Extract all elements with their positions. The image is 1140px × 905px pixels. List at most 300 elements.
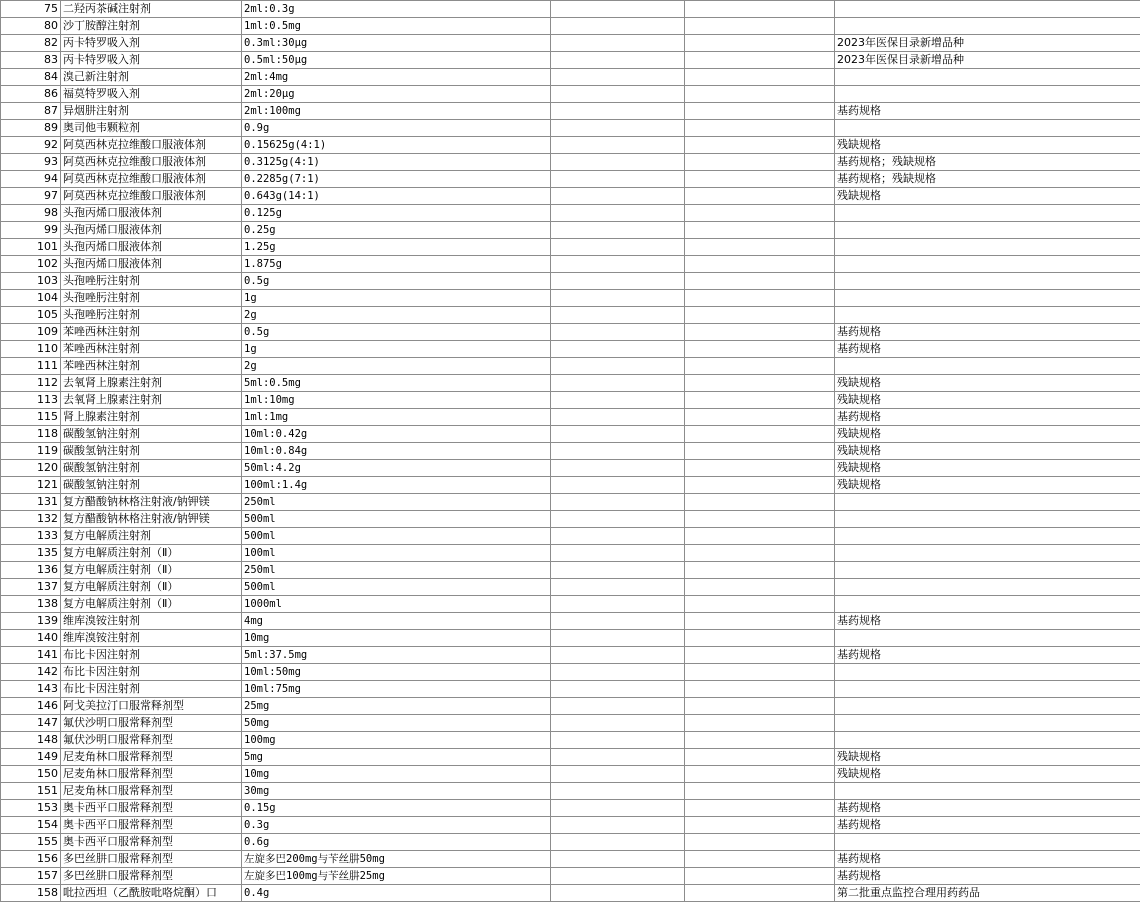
empty-cell[interactable] [685, 868, 835, 885]
specification-cell[interactable]: 2ml:4mg [242, 69, 551, 86]
empty-cell[interactable] [685, 732, 835, 749]
empty-cell[interactable] [551, 443, 685, 460]
row-number-cell[interactable]: 101 [1, 239, 61, 256]
empty-cell[interactable] [551, 239, 685, 256]
note-cell[interactable] [835, 205, 1140, 222]
row-number-cell[interactable]: 158 [1, 885, 61, 902]
row-number-cell[interactable]: 94 [1, 171, 61, 188]
drug-name-cell[interactable]: 阿莫西林克拉维酸口服液体剂 [61, 154, 242, 171]
empty-cell[interactable] [685, 358, 835, 375]
specification-cell[interactable]: 10ml:0.84g [242, 443, 551, 460]
row-number-cell[interactable]: 115 [1, 409, 61, 426]
drug-name-cell[interactable]: 碳酸氢钠注射剂 [61, 477, 242, 494]
empty-cell[interactable] [685, 86, 835, 103]
drug-name-cell[interactable]: 奥卡西平口服常释剂型 [61, 834, 242, 851]
empty-cell[interactable] [685, 596, 835, 613]
specification-cell[interactable]: 1g [242, 290, 551, 307]
row-number-cell[interactable]: 156 [1, 851, 61, 868]
specification-cell[interactable]: 0.25g [242, 222, 551, 239]
empty-cell[interactable] [685, 834, 835, 851]
empty-cell[interactable] [551, 18, 685, 35]
specification-cell[interactable]: 0.5ml:50μg [242, 52, 551, 69]
empty-cell[interactable] [685, 52, 835, 69]
drug-name-cell[interactable]: 多巴丝肼口服常释剂型 [61, 851, 242, 868]
drug-name-cell[interactable]: 肾上腺素注射剂 [61, 409, 242, 426]
specification-cell[interactable]: 2g [242, 307, 551, 324]
empty-cell[interactable] [685, 35, 835, 52]
row-number-cell[interactable]: 80 [1, 18, 61, 35]
drug-name-cell[interactable]: 丙卡特罗吸入剂 [61, 52, 242, 69]
note-cell[interactable] [835, 222, 1140, 239]
note-cell[interactable]: 残缺规格 [835, 460, 1140, 477]
note-cell[interactable]: 第二批重点监控合理用药药品 [835, 885, 1140, 902]
empty-cell[interactable] [551, 375, 685, 392]
specification-cell[interactable]: 0.4g [242, 885, 551, 902]
empty-cell[interactable] [551, 681, 685, 698]
specification-cell[interactable]: 100mg [242, 732, 551, 749]
empty-cell[interactable] [685, 579, 835, 596]
empty-cell[interactable] [551, 596, 685, 613]
empty-cell[interactable] [551, 35, 685, 52]
note-cell[interactable]: 残缺规格 [835, 766, 1140, 783]
specification-cell[interactable]: 左旋多巴100mg与苄丝肼25mg [242, 868, 551, 885]
empty-cell[interactable] [551, 477, 685, 494]
empty-cell[interactable] [551, 715, 685, 732]
drug-name-cell[interactable]: 氟伏沙明口服常释剂型 [61, 715, 242, 732]
empty-cell[interactable] [685, 494, 835, 511]
row-number-cell[interactable]: 102 [1, 256, 61, 273]
drug-name-cell[interactable]: 沙丁胺醇注射剂 [61, 18, 242, 35]
empty-cell[interactable] [685, 171, 835, 188]
row-number-cell[interactable]: 141 [1, 647, 61, 664]
note-cell[interactable]: 2023年医保目录新增品种 [835, 52, 1140, 69]
drug-name-cell[interactable]: 复方电解质注射剂（Ⅱ） [61, 562, 242, 579]
drug-name-cell[interactable]: 复方醋酸钠林格注射液/钠钾镁 [61, 494, 242, 511]
empty-cell[interactable] [551, 579, 685, 596]
empty-cell[interactable] [551, 545, 685, 562]
empty-cell[interactable] [685, 239, 835, 256]
specification-cell[interactable]: 250ml [242, 494, 551, 511]
note-cell[interactable] [835, 681, 1140, 698]
drug-name-cell[interactable]: 复方电解质注射剂（Ⅱ） [61, 596, 242, 613]
specification-cell[interactable]: 0.125g [242, 205, 551, 222]
empty-cell[interactable] [551, 766, 685, 783]
specification-cell[interactable]: 100ml:1.4g [242, 477, 551, 494]
specification-cell[interactable]: 0.9g [242, 120, 551, 137]
note-cell[interactable]: 残缺规格 [835, 137, 1140, 154]
drug-name-cell[interactable]: 复方电解质注射剂（Ⅱ） [61, 579, 242, 596]
note-cell[interactable]: 残缺规格 [835, 392, 1140, 409]
empty-cell[interactable] [551, 698, 685, 715]
specification-cell[interactable]: 10ml:50mg [242, 664, 551, 681]
note-cell[interactable] [835, 239, 1140, 256]
note-cell[interactable] [835, 307, 1140, 324]
specification-cell[interactable]: 0.15g [242, 800, 551, 817]
row-number-cell[interactable]: 104 [1, 290, 61, 307]
drug-name-cell[interactable]: 维库溴铵注射剂 [61, 630, 242, 647]
note-cell[interactable] [835, 494, 1140, 511]
drug-name-cell[interactable]: 吡拉西坦（乙酰胺吡咯烷酮）口 [61, 885, 242, 902]
specification-cell[interactable]: 250ml [242, 562, 551, 579]
row-number-cell[interactable]: 131 [1, 494, 61, 511]
note-cell[interactable] [835, 528, 1140, 545]
drug-name-cell[interactable]: 头孢丙烯口服液体剂 [61, 222, 242, 239]
empty-cell[interactable] [685, 851, 835, 868]
drug-name-cell[interactable]: 尼麦角林口服常释剂型 [61, 766, 242, 783]
empty-cell[interactable] [685, 715, 835, 732]
drug-name-cell[interactable]: 阿莫西林克拉维酸口服液体剂 [61, 171, 242, 188]
empty-cell[interactable] [551, 120, 685, 137]
row-number-cell[interactable]: 140 [1, 630, 61, 647]
empty-cell[interactable] [685, 664, 835, 681]
note-cell[interactable]: 残缺规格 [835, 188, 1140, 205]
note-cell[interactable] [835, 630, 1140, 647]
drug-name-cell[interactable]: 复方电解质注射剂 [61, 528, 242, 545]
empty-cell[interactable] [551, 205, 685, 222]
empty-cell[interactable] [685, 460, 835, 477]
specification-cell[interactable]: 4mg [242, 613, 551, 630]
note-cell[interactable] [835, 732, 1140, 749]
drug-name-cell[interactable]: 奥卡西平口服常释剂型 [61, 800, 242, 817]
specification-cell[interactable]: 0.643g(14:1) [242, 188, 551, 205]
drug-name-cell[interactable]: 尼麦角林口服常释剂型 [61, 749, 242, 766]
empty-cell[interactable] [685, 256, 835, 273]
empty-cell[interactable] [551, 307, 685, 324]
drug-name-cell[interactable]: 头孢唑肟注射剂 [61, 273, 242, 290]
empty-cell[interactable] [685, 103, 835, 120]
note-cell[interactable] [835, 1, 1140, 18]
specification-cell[interactable]: 25mg [242, 698, 551, 715]
empty-cell[interactable] [551, 460, 685, 477]
empty-cell[interactable] [685, 681, 835, 698]
empty-cell[interactable] [551, 358, 685, 375]
empty-cell[interactable] [551, 1, 685, 18]
specification-cell[interactable]: 0.2285g(7:1) [242, 171, 551, 188]
specification-cell[interactable]: 0.5g [242, 273, 551, 290]
empty-cell[interactable] [685, 120, 835, 137]
empty-cell[interactable] [685, 290, 835, 307]
note-cell[interactable]: 基药规格 [835, 800, 1140, 817]
empty-cell[interactable] [685, 137, 835, 154]
note-cell[interactable]: 基药规格 [835, 851, 1140, 868]
empty-cell[interactable] [551, 494, 685, 511]
drug-name-cell[interactable]: 去氧肾上腺素注射剂 [61, 375, 242, 392]
note-cell[interactable] [835, 698, 1140, 715]
empty-cell[interactable] [551, 647, 685, 664]
empty-cell[interactable] [551, 171, 685, 188]
empty-cell[interactable] [685, 409, 835, 426]
specification-cell[interactable]: 500ml [242, 511, 551, 528]
empty-cell[interactable] [551, 69, 685, 86]
drug-name-cell[interactable]: 头孢唑肟注射剂 [61, 290, 242, 307]
row-number-cell[interactable]: 93 [1, 154, 61, 171]
row-number-cell[interactable]: 89 [1, 120, 61, 137]
row-number-cell[interactable]: 135 [1, 545, 61, 562]
note-cell[interactable] [835, 86, 1140, 103]
empty-cell[interactable] [685, 273, 835, 290]
empty-cell[interactable] [551, 851, 685, 868]
empty-cell[interactable] [551, 273, 685, 290]
empty-cell[interactable] [551, 103, 685, 120]
specification-cell[interactable]: 0.3g [242, 817, 551, 834]
note-cell[interactable]: 基药规格 [835, 103, 1140, 120]
empty-cell[interactable] [551, 749, 685, 766]
note-cell[interactable] [835, 256, 1140, 273]
row-number-cell[interactable]: 105 [1, 307, 61, 324]
specification-cell[interactable]: 0.5g [242, 324, 551, 341]
specification-cell[interactable]: 10mg [242, 630, 551, 647]
note-cell[interactable]: 残缺规格 [835, 375, 1140, 392]
empty-cell[interactable] [685, 443, 835, 460]
specification-cell[interactable]: 1ml:0.5mg [242, 18, 551, 35]
empty-cell[interactable] [551, 562, 685, 579]
empty-cell[interactable] [685, 647, 835, 664]
drug-name-cell[interactable]: 丙卡特罗吸入剂 [61, 35, 242, 52]
specification-cell[interactable]: 10ml:75mg [242, 681, 551, 698]
empty-cell[interactable] [685, 1, 835, 18]
empty-cell[interactable] [551, 630, 685, 647]
note-cell[interactable]: 残缺规格 [835, 749, 1140, 766]
specification-cell[interactable]: 0.3ml:30μg [242, 35, 551, 52]
empty-cell[interactable] [685, 205, 835, 222]
empty-cell[interactable] [685, 392, 835, 409]
note-cell[interactable] [835, 273, 1140, 290]
empty-cell[interactable] [551, 86, 685, 103]
note-cell[interactable]: 基药规格 [835, 817, 1140, 834]
drug-name-cell[interactable]: 苯唑西林注射剂 [61, 341, 242, 358]
row-number-cell[interactable]: 113 [1, 392, 61, 409]
drug-name-cell[interactable]: 阿莫西林克拉维酸口服液体剂 [61, 188, 242, 205]
row-number-cell[interactable]: 148 [1, 732, 61, 749]
empty-cell[interactable] [685, 766, 835, 783]
note-cell[interactable] [835, 783, 1140, 800]
empty-cell[interactable] [551, 137, 685, 154]
empty-cell[interactable] [685, 426, 835, 443]
note-cell[interactable]: 残缺规格 [835, 426, 1140, 443]
row-number-cell[interactable]: 120 [1, 460, 61, 477]
row-number-cell[interactable]: 112 [1, 375, 61, 392]
drug-name-cell[interactable]: 头孢唑肟注射剂 [61, 307, 242, 324]
row-number-cell[interactable]: 110 [1, 341, 61, 358]
empty-cell[interactable] [551, 154, 685, 171]
note-cell[interactable]: 基药规格 [835, 868, 1140, 885]
empty-cell[interactable] [685, 477, 835, 494]
row-number-cell[interactable]: 83 [1, 52, 61, 69]
drug-name-cell[interactable]: 去氧肾上腺素注射剂 [61, 392, 242, 409]
specification-cell[interactable]: 30mg [242, 783, 551, 800]
empty-cell[interactable] [551, 392, 685, 409]
row-number-cell[interactable]: 86 [1, 86, 61, 103]
note-cell[interactable] [835, 69, 1140, 86]
empty-cell[interactable] [685, 562, 835, 579]
specification-cell[interactable]: 2ml:100mg [242, 103, 551, 120]
empty-cell[interactable] [551, 732, 685, 749]
note-cell[interactable] [835, 596, 1140, 613]
specification-cell[interactable]: 0.3125g(4:1) [242, 154, 551, 171]
specification-cell[interactable]: 2ml:20μg [242, 86, 551, 103]
note-cell[interactable] [835, 562, 1140, 579]
empty-cell[interactable] [685, 188, 835, 205]
note-cell[interactable]: 残缺规格 [835, 443, 1140, 460]
row-number-cell[interactable]: 84 [1, 69, 61, 86]
empty-cell[interactable] [551, 222, 685, 239]
specification-cell[interactable]: 1g [242, 341, 551, 358]
empty-cell[interactable] [685, 817, 835, 834]
note-cell[interactable] [835, 120, 1140, 137]
note-cell[interactable] [835, 18, 1140, 35]
drug-name-cell[interactable]: 复方电解质注射剂（Ⅱ） [61, 545, 242, 562]
row-number-cell[interactable]: 149 [1, 749, 61, 766]
drug-name-cell[interactable]: 奥司他韦颗粒剂 [61, 120, 242, 137]
empty-cell[interactable] [551, 817, 685, 834]
empty-cell[interactable] [685, 885, 835, 902]
drug-name-cell[interactable]: 溴己新注射剂 [61, 69, 242, 86]
drug-name-cell[interactable]: 阿戈美拉汀口服常释剂型 [61, 698, 242, 715]
row-number-cell[interactable]: 111 [1, 358, 61, 375]
row-number-cell[interactable]: 82 [1, 35, 61, 52]
drug-name-cell[interactable]: 氟伏沙明口服常释剂型 [61, 732, 242, 749]
note-cell[interactable] [835, 834, 1140, 851]
specification-cell[interactable]: 1.875g [242, 256, 551, 273]
empty-cell[interactable] [685, 528, 835, 545]
empty-cell[interactable] [551, 188, 685, 205]
empty-cell[interactable] [551, 341, 685, 358]
specification-cell[interactable]: 10mg [242, 766, 551, 783]
row-number-cell[interactable]: 151 [1, 783, 61, 800]
row-number-cell[interactable]: 143 [1, 681, 61, 698]
note-cell[interactable]: 2023年医保目录新增品种 [835, 35, 1140, 52]
row-number-cell[interactable]: 75 [1, 1, 61, 18]
empty-cell[interactable] [685, 154, 835, 171]
row-number-cell[interactable]: 157 [1, 868, 61, 885]
row-number-cell[interactable]: 154 [1, 817, 61, 834]
row-number-cell[interactable]: 121 [1, 477, 61, 494]
specification-cell[interactable]: 500ml [242, 528, 551, 545]
empty-cell[interactable] [551, 426, 685, 443]
drug-name-cell[interactable]: 维库溴铵注射剂 [61, 613, 242, 630]
drug-name-cell[interactable]: 尼麦角林口服常释剂型 [61, 783, 242, 800]
drug-name-cell[interactable]: 多巴丝肼口服常释剂型 [61, 868, 242, 885]
row-number-cell[interactable]: 147 [1, 715, 61, 732]
row-number-cell[interactable]: 137 [1, 579, 61, 596]
row-number-cell[interactable]: 155 [1, 834, 61, 851]
note-cell[interactable]: 基药规格 [835, 341, 1140, 358]
row-number-cell[interactable]: 118 [1, 426, 61, 443]
specification-cell[interactable]: 5ml:0.5mg [242, 375, 551, 392]
drug-name-cell[interactable]: 碳酸氢钠注射剂 [61, 443, 242, 460]
empty-cell[interactable] [685, 698, 835, 715]
specification-cell[interactable]: 100ml [242, 545, 551, 562]
specification-cell[interactable]: 2g [242, 358, 551, 375]
empty-cell[interactable] [685, 545, 835, 562]
note-cell[interactable]: 基药规格 [835, 647, 1140, 664]
note-cell[interactable]: 残缺规格 [835, 477, 1140, 494]
note-cell[interactable]: 基药规格；残缺规格 [835, 171, 1140, 188]
row-number-cell[interactable]: 142 [1, 664, 61, 681]
drug-name-cell[interactable]: 布比卡因注射剂 [61, 681, 242, 698]
row-number-cell[interactable]: 99 [1, 222, 61, 239]
empty-cell[interactable] [551, 52, 685, 69]
empty-cell[interactable] [551, 800, 685, 817]
specification-cell[interactable]: 2ml:0.3g [242, 1, 551, 18]
empty-cell[interactable] [685, 375, 835, 392]
specification-cell[interactable]: 5mg [242, 749, 551, 766]
empty-cell[interactable] [551, 409, 685, 426]
row-number-cell[interactable]: 136 [1, 562, 61, 579]
note-cell[interactable]: 基药规格 [835, 409, 1140, 426]
empty-cell[interactable] [685, 341, 835, 358]
note-cell[interactable] [835, 545, 1140, 562]
empty-cell[interactable] [551, 613, 685, 630]
note-cell[interactable]: 基药规格；残缺规格 [835, 154, 1140, 171]
drug-name-cell[interactable]: 苯唑西林注射剂 [61, 324, 242, 341]
note-cell[interactable] [835, 358, 1140, 375]
empty-cell[interactable] [551, 290, 685, 307]
drug-name-cell[interactable]: 头孢丙烯口服液体剂 [61, 205, 242, 222]
drug-name-cell[interactable]: 布比卡因注射剂 [61, 647, 242, 664]
specification-cell[interactable]: 1ml:1mg [242, 409, 551, 426]
specification-cell[interactable]: 1000ml [242, 596, 551, 613]
empty-cell[interactable] [685, 783, 835, 800]
specification-cell[interactable]: 1ml:10mg [242, 392, 551, 409]
empty-cell[interactable] [685, 222, 835, 239]
note-cell[interactable]: 基药规格 [835, 324, 1140, 341]
drug-name-cell[interactable]: 异烟肼注射剂 [61, 103, 242, 120]
empty-cell[interactable] [551, 256, 685, 273]
drug-name-cell[interactable]: 碳酸氢钠注射剂 [61, 426, 242, 443]
row-number-cell[interactable]: 150 [1, 766, 61, 783]
specification-cell[interactable]: 5ml:37.5mg [242, 647, 551, 664]
specification-cell[interactable]: 10ml:0.42g [242, 426, 551, 443]
row-number-cell[interactable]: 153 [1, 800, 61, 817]
row-number-cell[interactable]: 132 [1, 511, 61, 528]
row-number-cell[interactable]: 146 [1, 698, 61, 715]
empty-cell[interactable] [551, 324, 685, 341]
empty-cell[interactable] [551, 783, 685, 800]
empty-cell[interactable] [685, 511, 835, 528]
row-number-cell[interactable]: 139 [1, 613, 61, 630]
note-cell[interactable] [835, 579, 1140, 596]
empty-cell[interactable] [551, 868, 685, 885]
specification-cell[interactable]: 50ml:4.2g [242, 460, 551, 477]
note-cell[interactable] [835, 715, 1140, 732]
drug-name-cell[interactable]: 福莫特罗吸入剂 [61, 86, 242, 103]
row-number-cell[interactable]: 133 [1, 528, 61, 545]
drug-name-cell[interactable]: 头孢丙烯口服液体剂 [61, 239, 242, 256]
empty-cell[interactable] [551, 664, 685, 681]
row-number-cell[interactable]: 119 [1, 443, 61, 460]
empty-cell[interactable] [685, 630, 835, 647]
row-number-cell[interactable]: 138 [1, 596, 61, 613]
specification-cell[interactable]: 50mg [242, 715, 551, 732]
drug-name-cell[interactable]: 碳酸氢钠注射剂 [61, 460, 242, 477]
specification-cell[interactable]: 1.25g [242, 239, 551, 256]
note-cell[interactable] [835, 664, 1140, 681]
empty-cell[interactable] [685, 18, 835, 35]
row-number-cell[interactable]: 103 [1, 273, 61, 290]
empty-cell[interactable] [685, 749, 835, 766]
note-cell[interactable] [835, 290, 1140, 307]
drug-name-cell[interactable]: 头孢丙烯口服液体剂 [61, 256, 242, 273]
row-number-cell[interactable]: 92 [1, 137, 61, 154]
empty-cell[interactable] [685, 324, 835, 341]
row-number-cell[interactable]: 97 [1, 188, 61, 205]
empty-cell[interactable] [685, 800, 835, 817]
row-number-cell[interactable]: 87 [1, 103, 61, 120]
specification-cell[interactable]: 0.15625g(4:1) [242, 137, 551, 154]
drug-name-cell[interactable]: 苯唑西林注射剂 [61, 358, 242, 375]
empty-cell[interactable] [551, 528, 685, 545]
